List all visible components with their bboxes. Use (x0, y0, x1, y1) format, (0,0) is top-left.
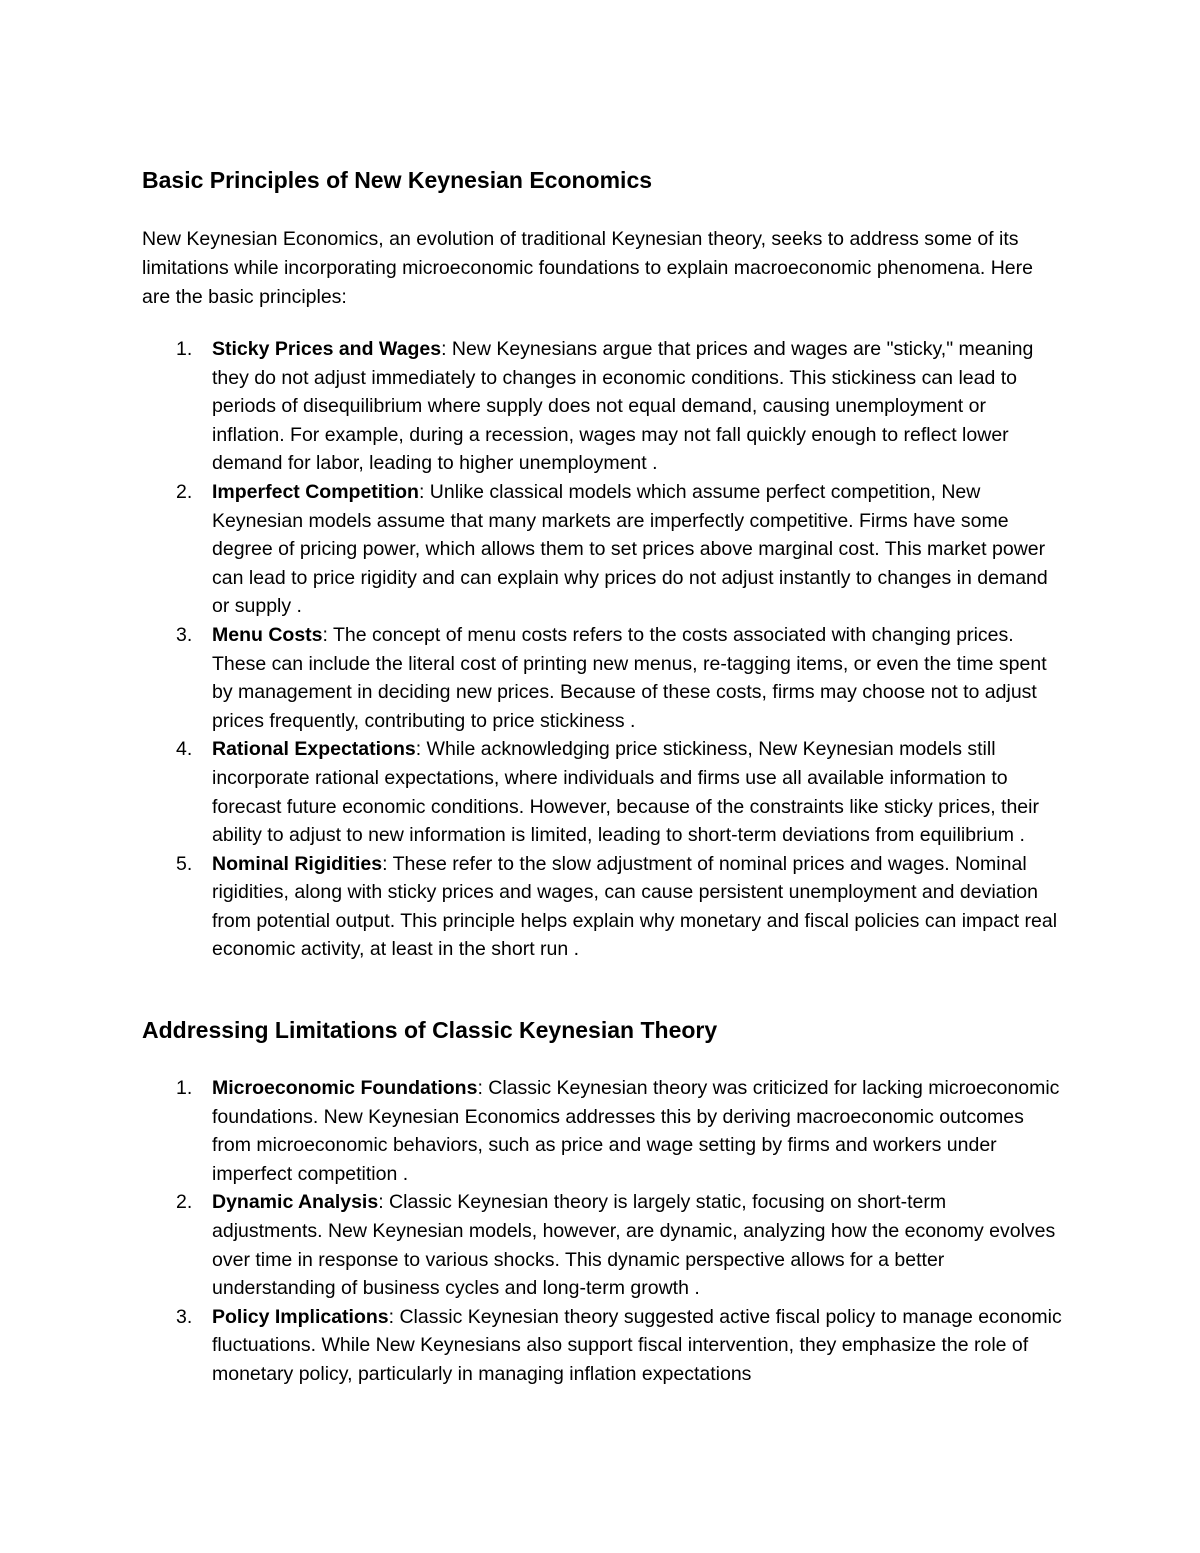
list-text: : Classic Keynesian theory was criticized for lacking microeconomic foundations. New Keynesian Economics addresses this by deriving macroeconomic outcomes from microeconomic behaviors, such as price and wage setting by firms and workers under imperfect competition . (212, 1077, 1060, 1185)
list-text: : Classic Keynesian theory is largely static, focusing on short-term adjustments. New Keynesian models, however, are dynamic, analyzing how the economy evolves over time in response to various shocks. This dynamic perspective allows for a better understanding of business cycles and long-term growth . (212, 1191, 1056, 1300)
list-number: 1. (176, 1077, 193, 1099)
list-item (176, 1188, 1062, 1302)
list-term: Microeconomic Foundations (212, 1077, 478, 1099)
list-item (176, 1074, 1062, 1188)
list-text: : The concept of menu costs refers to the costs associated with changing prices. These can include the literal cost of printing new menus, re-tagging items, or even the time spent by management in deciding new prices. Because of these costs, firms may choose not to adjust prices frequently, contributing to price stickiness . (212, 623, 1047, 732)
principles-list (176, 335, 1062, 964)
list-term: Nominal Rigidities (212, 852, 383, 875)
list-text: : These refer to the slow adjustment of nominal prices and wages. Nominal rigidities, along with sticky prices and wages, can cause persistent unemployment and deviation from potential output. This principle helps explain why monetary and fiscal policies can impact real economic activity, at least in the short run . (212, 852, 1058, 961)
list-item (176, 621, 1062, 735)
list-number: 3. (176, 623, 193, 646)
list-number: 5. (176, 852, 193, 875)
list-item (176, 1303, 1062, 1389)
list-text: : New Keynesians argue that prices and wages are "sticky," meaning they do not adjust immediately to changes in economic conditions. This stickiness can lead to periods of disequilibrium where supply does not equal demand, causing unemployment or inflation. For example, during a recession, wages may not fall quickly enough to reflect lower demand for labor, leading to higher unemployment . (212, 338, 1034, 475)
list-term: Sticky Prices and Wages (212, 338, 442, 360)
list-term: Menu Costs (212, 623, 323, 646)
list-term: Policy Implications (212, 1305, 389, 1328)
list-item (176, 850, 1062, 964)
list-item (176, 335, 1062, 478)
list-term: Imperfect Competition (212, 480, 419, 503)
list-number: 2. (176, 1191, 193, 1214)
list-item (176, 478, 1062, 621)
list-term: Dynamic Analysis (212, 1191, 379, 1214)
limitations-list (176, 1074, 1062, 1389)
intro-paragraph: New Keynesian Economics, an evolution of traditional Keynesian theory, seeks to address some of its limitations while incorporating microeconomic foundations to explain macroeconomic phenomena. Here are the basic principles: (142, 228, 1033, 308)
list-text: : While acknowledging price stickiness, New Keynesian models still incorporate rational expectations, where individuals and firms use all available information to forecast future economic conditions. However, because of the constraints like sticky prices, their ability to adjust to new information is limited, leading to short-term deviations from equilibrium . (212, 738, 1039, 847)
list-text: : Unlike classical models which assume perfect competition, New Keynesian models assume that many markets are imperfectly competitive. Firms have some degree of pricing power, which allows them to set prices above marginal cost. This market power can lead to price rigidity and can explain why prices do not adjust instantly to changes in demand or supply . (212, 480, 1048, 618)
list-text: : Classic Keynesian theory suggested active fiscal policy to manage economic fluctuations. While New Keynesians also support fiscal intervention, they emphasize the role of monetary policy, particularly in managing inflation expectations (212, 1305, 1062, 1385)
list-number: 1. (176, 338, 193, 360)
list-item (176, 735, 1062, 849)
section-heading-basic-principles: Basic Principles of New Keynesian Economics (142, 167, 653, 193)
list-number: 2. (176, 480, 193, 503)
list-number: 3. (176, 1305, 193, 1328)
section-heading-addressing-limitations: Addressing Limitations of Classic Keynesian Theory (142, 1017, 718, 1043)
list-number: 4. (176, 738, 193, 761)
list-term: Rational Expectations (212, 738, 416, 761)
